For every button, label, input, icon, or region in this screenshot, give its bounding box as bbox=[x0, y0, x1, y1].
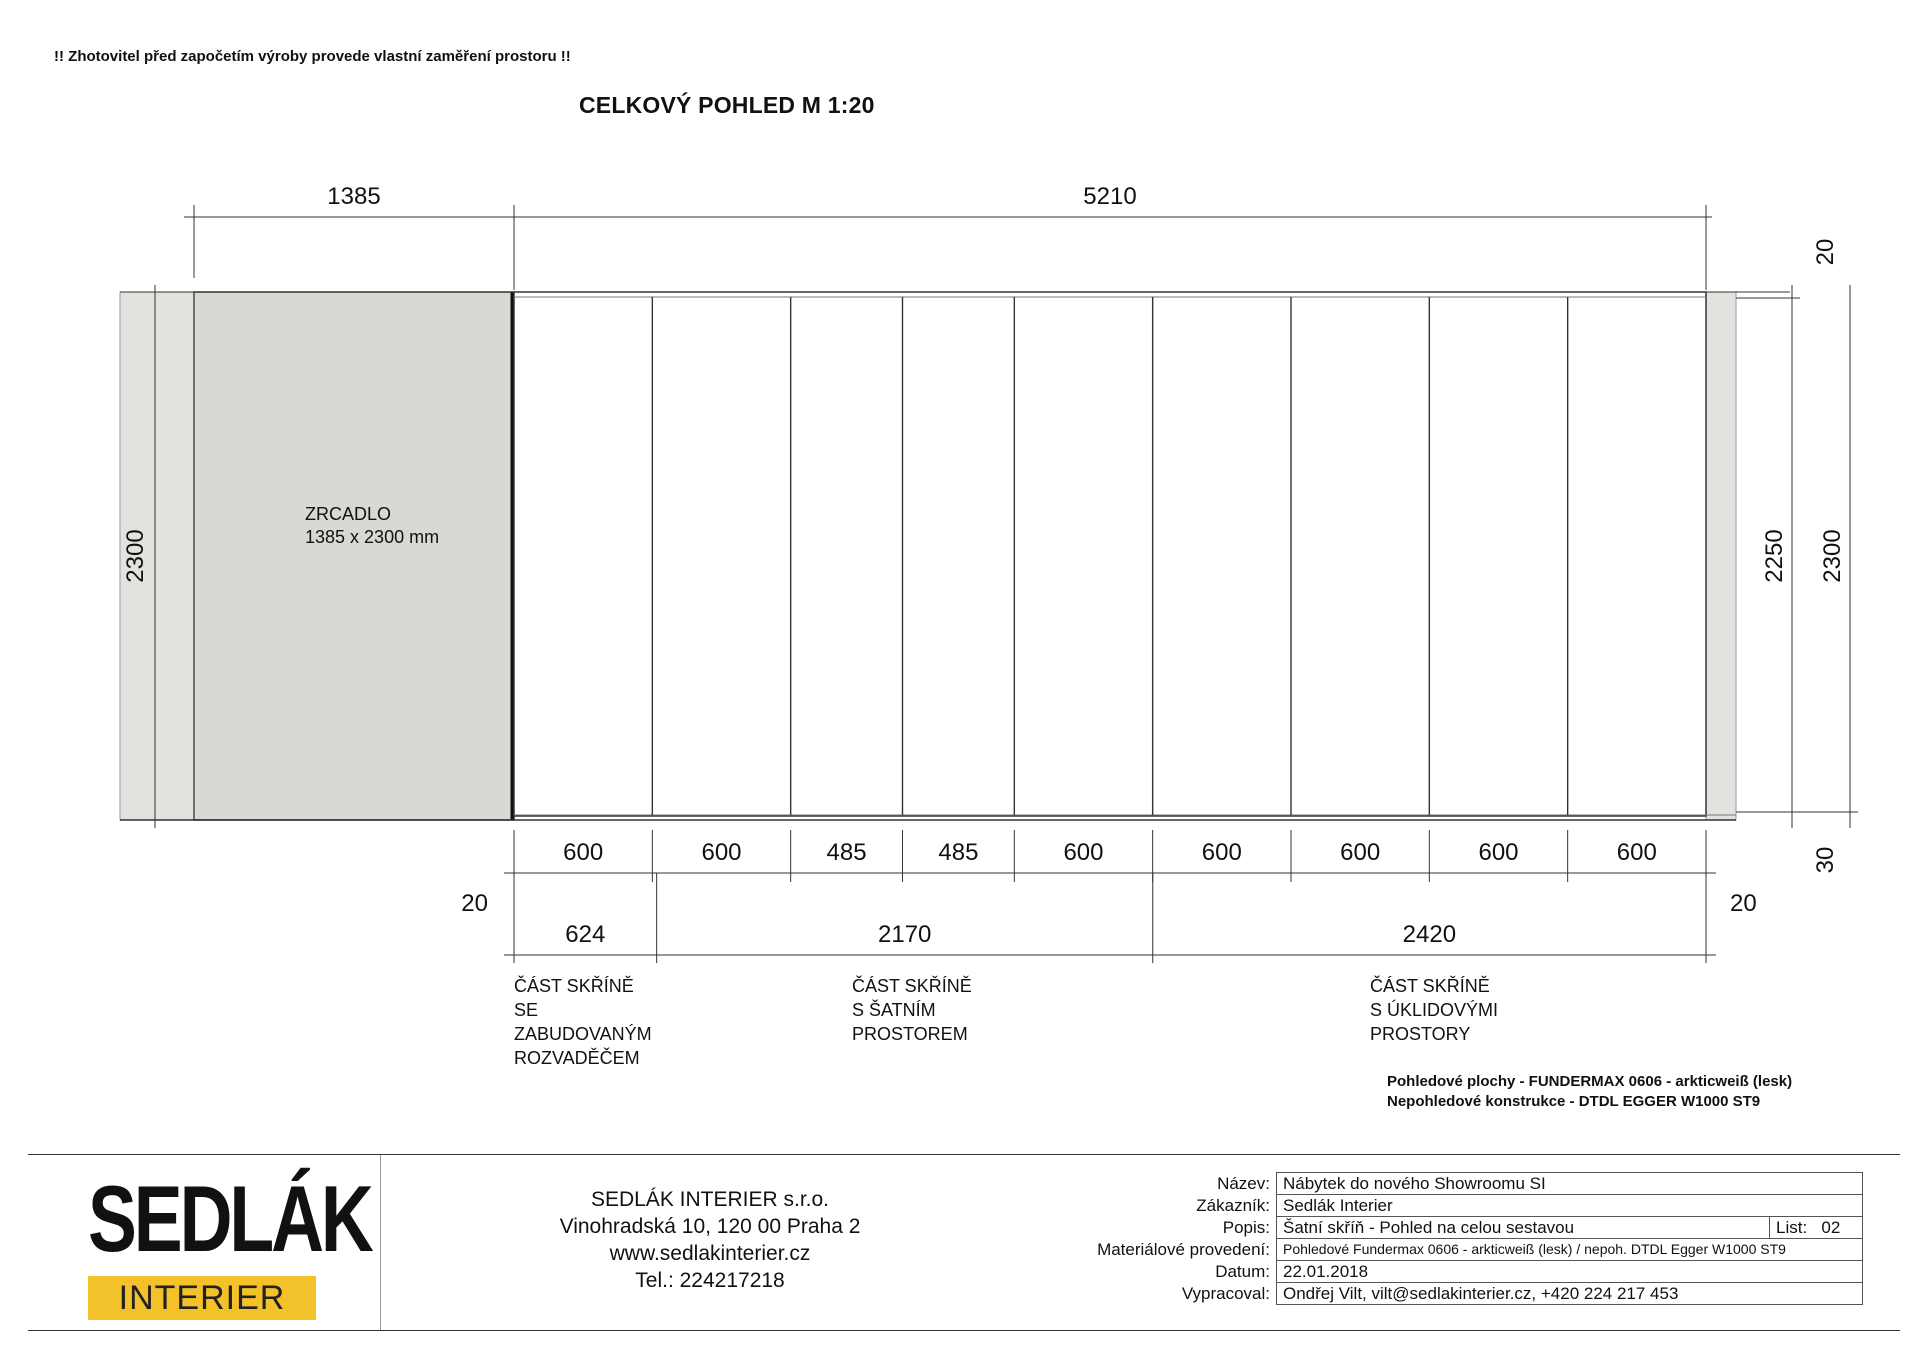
section-dim-label: 624 bbox=[565, 921, 606, 948]
mirror-label: ZRCADLO bbox=[305, 504, 392, 524]
dim-top-gap: 20 bbox=[1812, 238, 1839, 266]
section-label-1: ČÁST SKŘÍNĚ SE ZABUDOVANÝM ROZVADĚČEM bbox=[514, 976, 652, 1068]
logo-subtitle: INTERIER bbox=[88, 1276, 316, 1320]
footer-divider bbox=[380, 1155, 381, 1330]
section-label-2: ČÁST SKŘÍNĚ S ŠATNÍM PROSTOREM bbox=[852, 976, 972, 1044]
title-block bbox=[1034, 1172, 1863, 1305]
section-dim-label: 2420 bbox=[1402, 921, 1457, 948]
tb-vypracoval-label: Vypracoval: bbox=[1034, 1283, 1277, 1305]
company-logo bbox=[88, 1164, 371, 1320]
dim-left-height: 2300 bbox=[122, 529, 149, 583]
tb-nazev-label: Název: bbox=[1034, 1173, 1277, 1195]
dim-bottom-right-gap: 20 bbox=[1730, 890, 1757, 917]
tb-list-value: 02 bbox=[1821, 1218, 1841, 1237]
materials-line-1: Pohledové plochy - FUNDERMAX 0606 - arkticweiß (lesk) bbox=[1387, 1073, 1793, 1090]
tb-popis-label: Popis: bbox=[1034, 1217, 1277, 1239]
company-web[interactable]: www.sedlakinterier.cz bbox=[609, 1242, 811, 1265]
tb-list-label: List: bbox=[1776, 1218, 1808, 1237]
tb-material-label: Materiálové provedení: bbox=[1034, 1239, 1277, 1261]
panel-dim-label: 485 bbox=[826, 839, 867, 866]
mirror-size: 1385 x 2300 mm bbox=[305, 527, 440, 547]
company-phone: Tel.: 224217218 bbox=[635, 1269, 785, 1292]
section-dimensions bbox=[565, 873, 1456, 963]
tb-datum-label: Datum: bbox=[1034, 1261, 1277, 1283]
tb-datum: 22.01.2018 bbox=[1277, 1261, 1863, 1283]
dim-right-inner-height: 2250 bbox=[1761, 529, 1788, 583]
panel-dim-label: 600 bbox=[1478, 839, 1519, 866]
company-info bbox=[520, 1186, 900, 1294]
materials-line-2: Nepohledové konstrukce - DTDL EGGER W1000 ST9 bbox=[1387, 1093, 1761, 1110]
dim-bottom-left-gap: 20 bbox=[461, 890, 488, 917]
tb-zakaznik: Sedlák Interier bbox=[1277, 1195, 1863, 1217]
drawing-title: CELKOVÝ POHLED M 1:20 bbox=[579, 92, 875, 118]
panel-dim-label: 600 bbox=[1616, 839, 1657, 866]
tb-popis: Šatní skříň - Pohled na celou sestavou bbox=[1277, 1217, 1770, 1239]
panel-dim-label: 600 bbox=[1063, 839, 1104, 866]
company-name: SEDLÁK INTERIER s.r.o. bbox=[590, 1188, 830, 1211]
panel-dim-label: 600 bbox=[563, 839, 604, 866]
section-dim-label: 2170 bbox=[878, 921, 932, 948]
panel-dimensions bbox=[514, 830, 1657, 882]
dim-right-outer-height: 2300 bbox=[1819, 529, 1846, 583]
footer-bottom-rule bbox=[28, 1330, 1900, 1331]
dim-total-width: 5210 bbox=[1083, 183, 1137, 210]
panel-dim-label: 485 bbox=[938, 839, 979, 866]
wardrobe-frame bbox=[514, 292, 1706, 816]
right-wall bbox=[1706, 292, 1736, 820]
panel-dim-label: 600 bbox=[701, 839, 742, 866]
tb-list bbox=[1770, 1217, 1863, 1239]
dim-mirror-width: 1385 bbox=[327, 183, 381, 210]
panel-dim-label: 600 bbox=[1201, 839, 1242, 866]
tb-vypracoval: Ondřej Vilt, vilt@sedlakinterier.cz, +420 224 217 453 bbox=[1277, 1283, 1863, 1305]
materials-note bbox=[1387, 1072, 1792, 1112]
tb-nazev: Nábytek do nového Showroomu SI bbox=[1277, 1173, 1863, 1195]
footer-top-rule bbox=[28, 1154, 1900, 1155]
tb-zakaznik-label: Zákazník: bbox=[1034, 1195, 1277, 1217]
logo-wordmark: SEDLÁK bbox=[88, 1166, 371, 1271]
section-label-3: ČÁST SKŘÍNĚ S ÚKLIDOVÝMI PROSTORY bbox=[1370, 976, 1499, 1044]
dim-bottom-gap: 30 bbox=[1812, 846, 1839, 874]
panel-dim-label: 600 bbox=[1340, 839, 1381, 866]
tb-material: Pohledové Fundermax 0606 - arkticweiß (lesk) / nepoh. DTDL Egger W1000 ST9 bbox=[1277, 1239, 1863, 1261]
company-address: Vinohradská 10, 120 00 Praha 2 bbox=[559, 1215, 861, 1238]
warning-note: !! Zhotovitel před započetím výroby provede vlastní zaměření prostoru !! bbox=[54, 48, 571, 65]
mirror-panel bbox=[194, 292, 514, 820]
